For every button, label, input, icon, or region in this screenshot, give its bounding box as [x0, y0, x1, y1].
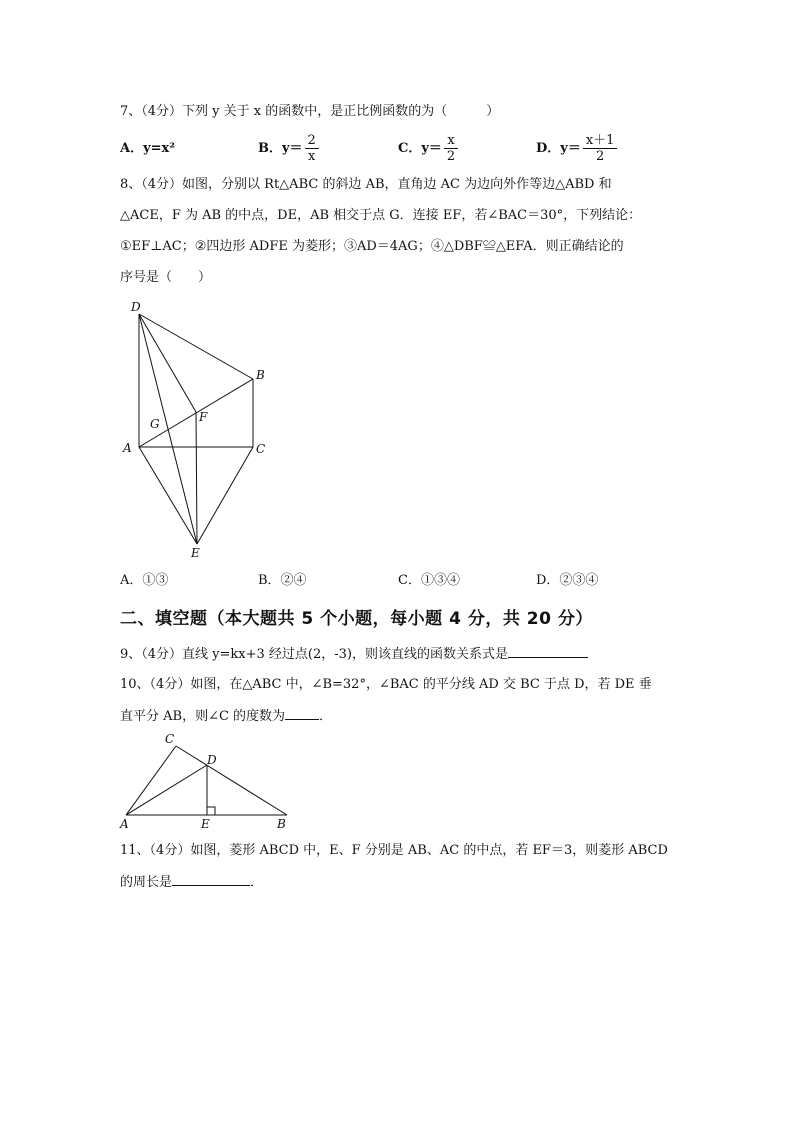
label-B: B [256, 368, 265, 382]
q7-option-c [398, 133, 458, 164]
q11-answer-blank[interactable] [172, 873, 250, 886]
label-F: F [199, 410, 208, 424]
q10-period: ． [319, 709, 333, 724]
q8-option-b: B．②④ [258, 573, 307, 588]
q11-line-2 [120, 873, 263, 892]
q7-option-b [258, 133, 319, 164]
q10-line-1: 10、（4分）如图，在△ABC 中，∠B=32°，∠BAC 的平分线 AD 交 BC 于点 D，若 DE 垂 [120, 677, 652, 692]
q11-period: ． [250, 875, 264, 890]
label-D: D [207, 753, 217, 767]
label-D: D [131, 300, 141, 314]
fraction-numerator: 2 [305, 133, 319, 149]
q8-line-2: △ACE，F 为 AB 的中点，DE，AB 相交于点 G．连接 EF，若∠BAC＝30°，下列结论： [120, 208, 642, 223]
section-title-fill-in: 二、填空题（本大题共 5 个小题，每小题 4 分，共 20 分） [120, 609, 593, 629]
label-B: B [277, 817, 286, 830]
q7-option-d [536, 133, 617, 164]
q7-option-d-fraction [583, 133, 618, 164]
right-angle-marker [207, 807, 215, 815]
fraction-denominator: x [308, 149, 316, 164]
q7-option-d-label: D．y＝ [536, 141, 581, 156]
segment-DB [139, 314, 253, 379]
q7-option-c-label: C．y＝ [398, 141, 442, 156]
q8-option-d: D．②③④ [536, 573, 599, 588]
segment-AE [139, 447, 197, 544]
q8-option-c: C．①③④ [398, 573, 460, 588]
segment-DF [139, 314, 196, 412]
q10-answer-blank[interactable] [285, 707, 319, 720]
segment-CE [197, 447, 253, 544]
segment-AD [126, 765, 207, 815]
q7-stem: 7、（4分）下列 y 关于 x 的函数中，是正比例函数的为（ ） [120, 104, 500, 119]
q10-text: 直平分 AB，则∠C 的度数为 [120, 709, 286, 724]
q7-option-b-fraction [305, 133, 319, 164]
segment-DE [139, 314, 197, 544]
q7-option-a: A．y=x² [120, 141, 175, 156]
label-C: C [165, 732, 175, 746]
q8-line-1: 8、（4分）如图，分别以 Rt△ABC 的斜边 AB，直角边 AC 为边向外作等边△ABD 和 [120, 177, 612, 192]
fraction-denominator: 2 [595, 149, 605, 164]
q9-answer-blank[interactable] [508, 645, 588, 658]
q8-line-3: ①EF⊥AC；②四边形 ADFE 为菱形；③AD＝4AG；④△DBF≌△EFA．则正确结论的 [120, 239, 624, 254]
q10-triangle-figure [115, 730, 295, 830]
label-E: E [191, 546, 200, 560]
segment-CB [176, 746, 287, 815]
q8-line-4: 序号是（ ） [120, 270, 212, 285]
label-A: A [123, 441, 132, 455]
q9-line [120, 645, 588, 664]
fraction-numerator: x [444, 133, 457, 149]
label-A: A [120, 817, 129, 830]
label-E: E [201, 817, 210, 830]
q7-option-c-fraction [444, 133, 458, 164]
fraction-numerator: x＋1 [583, 133, 618, 149]
label-C: C [256, 442, 266, 456]
fraction-denominator: 2 [446, 149, 456, 164]
q7-option-b-label: B．y＝ [258, 141, 303, 156]
q11-line-1: 11、（4分）如图，菱形 ABCD 中，E、F 分别是 AB、AC 的中点，若 EF＝3，则菱形 ABCD [120, 843, 668, 858]
label-G: G [150, 417, 160, 431]
q9-text: 9、（4分）直线 y=kx+3 经过点(2，-3)，则该直线的函数关系式是 [120, 647, 508, 662]
q11-text: 的周长是 [120, 875, 173, 890]
q8-option-a: A．①③ [120, 573, 169, 588]
segment-AC [126, 746, 176, 815]
segment-FE [196, 412, 197, 544]
q10-line-2 [120, 707, 332, 726]
q8-geometry-figure [115, 295, 285, 565]
